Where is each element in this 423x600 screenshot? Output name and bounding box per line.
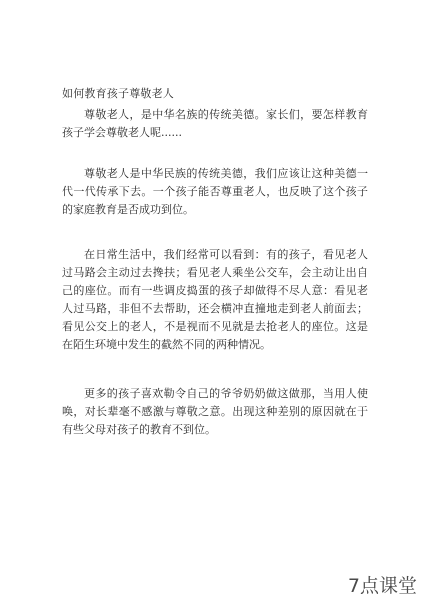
paragraph-daily-life: 在日常生活中，我们经常可以看到：有的孩子，看见老人过马路会主动过去搀扶；看见老人乘坐公交车，会主动让出自己的座位。而有一些调皮捣蛋的孩子却做得不尽人意：看见老人过马路，非但不去帮助，还会横冲直撞地走到老人前面去；看见公交上的老人，不是视而不见就是去抢老人的座位。这是在陌生环境中发生的截然不同的两种情况。 (62, 248, 368, 351)
article (62, 86, 368, 439)
paragraph-conclusion: 更多的孩子喜欢勒令自己的爷爷奶奶做这做那，当用人使唤，对长辈毫不感激与尊敬之意。出现这种差别的原因就在于有些父母对孩子的教育不到位。 (62, 387, 368, 436)
paragraph-tradition: 尊敬老人是中华民族的传统美德，我们应该让这种美德一代一代传承下去。一个孩子能否尊重老人，也反映了这个孩子的家庭教育是否成功到位。 (62, 167, 368, 216)
article-title: 如何教育孩子尊敬老人 (62, 87, 174, 100)
watermark-text: 7点课堂 (347, 575, 417, 597)
paragraph-intro: 尊敬老人，是中华名族的传统美德。家长们，要怎样教育孩子学会尊敬老人呢...... (62, 108, 368, 139)
